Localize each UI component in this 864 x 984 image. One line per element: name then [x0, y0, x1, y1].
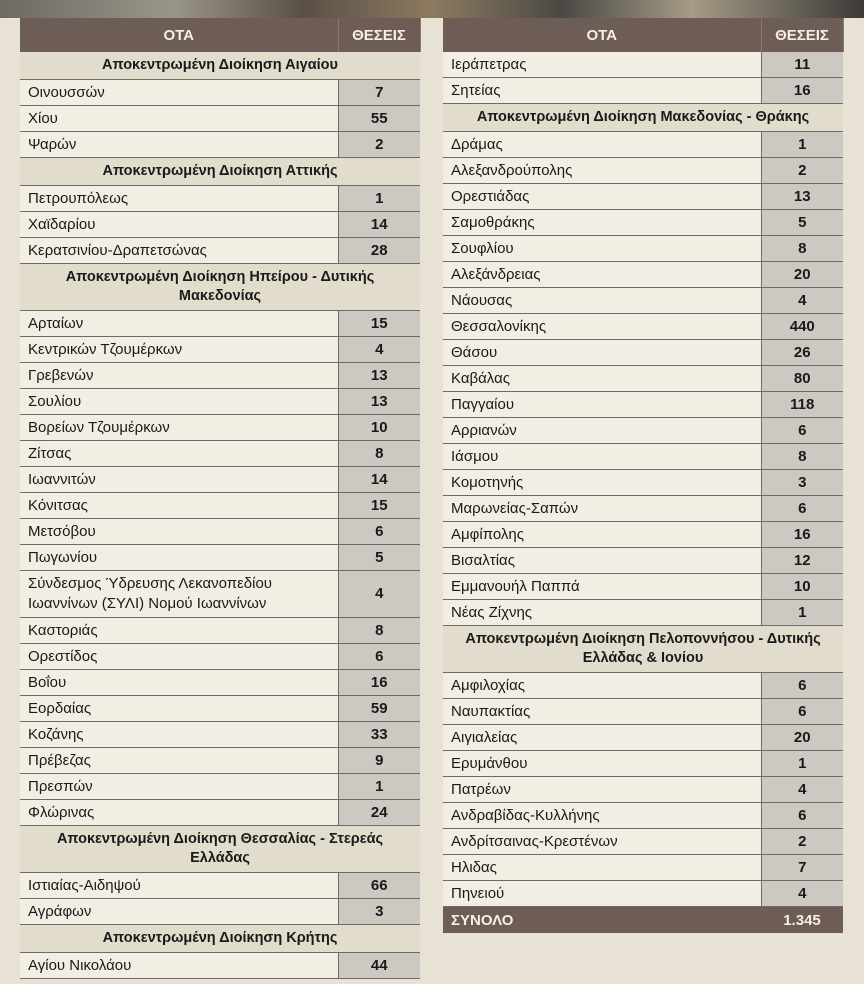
municipality-name: Νάουσας	[443, 288, 761, 314]
municipality-name: Μαρωνείας-Σαπών	[443, 496, 761, 522]
positions-count: 44	[338, 953, 420, 979]
table-row	[443, 548, 843, 574]
positions-count: 24	[338, 800, 420, 826]
table-row	[443, 496, 843, 522]
municipality-name: Αμφιλοχίας	[443, 673, 761, 699]
table-row	[20, 722, 420, 748]
positions-count: 12	[761, 548, 843, 574]
municipality-name: Κομοτηνής	[443, 470, 761, 496]
positions-count: 8	[338, 441, 420, 467]
positions-count: 6	[761, 699, 843, 725]
municipality-name: Εορδαίας	[20, 696, 338, 722]
municipality-name: Ανδρίτσαινας-Κρεστένων	[443, 829, 761, 855]
region-heading-row	[20, 925, 420, 953]
positions-count: 5	[338, 545, 420, 571]
table-row	[443, 366, 843, 392]
positions-count: 8	[761, 236, 843, 262]
positions-count: 11	[761, 52, 843, 78]
newspaper-photo-strip	[0, 0, 864, 18]
municipality-name: Αγίου Νικολάου	[20, 953, 338, 979]
table-row	[443, 725, 843, 751]
positions-count: 1	[761, 600, 843, 626]
municipality-name: Αμφίπολης	[443, 522, 761, 548]
header-ota: ΟΤΑ	[443, 18, 761, 52]
municipality-name: Θεσσαλονίκης	[443, 314, 761, 340]
positions-count: 66	[338, 873, 420, 899]
positions-count: 9	[338, 748, 420, 774]
region-heading-row	[20, 52, 420, 80]
municipality-name: Χίου	[20, 106, 338, 132]
positions-count: 14	[338, 212, 420, 238]
region-heading: Αποκεντρωμένη Διοίκηση Μακεδονίας - Θράκης	[443, 104, 843, 132]
municipality-name: Αλεξάνδρειας	[443, 262, 761, 288]
table-row	[443, 881, 843, 907]
table-row	[443, 444, 843, 470]
municipality-name: Μετσόβου	[20, 519, 338, 545]
table-row	[20, 493, 420, 519]
municipality-name: Πηνειού	[443, 881, 761, 907]
table-row	[20, 571, 420, 618]
table-row	[443, 673, 843, 699]
table-header	[443, 18, 843, 52]
positions-count: 2	[338, 132, 420, 158]
table-row	[443, 392, 843, 418]
table-row	[443, 522, 843, 548]
table-row	[20, 618, 420, 644]
municipality-name: Βορείων Τζουμέρκων	[20, 415, 338, 441]
table-row	[20, 389, 420, 415]
region-heading-row	[20, 158, 420, 186]
region-heading: Αποκεντρωμένη Διοίκηση Ηπείρου - Δυτικής Μακεδονίας	[20, 264, 420, 311]
table-row	[443, 210, 843, 236]
municipality-name: Κοζάνης	[20, 722, 338, 748]
positions-count: 33	[338, 722, 420, 748]
table-row	[443, 777, 843, 803]
municipality-name: Νέας Ζίχνης	[443, 600, 761, 626]
table-row	[20, 774, 420, 800]
region-heading-row	[443, 104, 843, 132]
municipality-name: Πωγωνίου	[20, 545, 338, 571]
municipality-name: Αλεξανδρούπολης	[443, 158, 761, 184]
municipality-name: Σουφλίου	[443, 236, 761, 262]
table-row	[443, 158, 843, 184]
positions-count: 8	[761, 444, 843, 470]
table-row	[443, 829, 843, 855]
municipality-name: Κεντρικών Τζουμέρκων	[20, 337, 338, 363]
table-row	[20, 363, 420, 389]
positions-count: 4	[761, 881, 843, 907]
table-row	[20, 415, 420, 441]
positions-count: 6	[761, 803, 843, 829]
table-row	[20, 800, 420, 826]
table-row	[443, 751, 843, 777]
table-row	[20, 696, 420, 722]
municipality-name: Παγγαίου	[443, 392, 761, 418]
positions-count: 2	[761, 158, 843, 184]
table-row	[443, 78, 843, 104]
table-row	[20, 212, 420, 238]
municipality-name: Ναυπακτίας	[443, 699, 761, 725]
positions-count: 16	[761, 78, 843, 104]
table-row	[20, 670, 420, 696]
municipality-name: Αρταίων	[20, 311, 338, 337]
table-row	[443, 314, 843, 340]
municipality-name: Πατρέων	[443, 777, 761, 803]
municipality-name: Ορεστίδος	[20, 644, 338, 670]
positions-count: 118	[761, 392, 843, 418]
positions-count: 59	[338, 696, 420, 722]
region-heading: Αποκεντρωμένη Διοίκηση Πελοποννήσου - Δυτικής Ελλάδας & Ιονίου	[443, 626, 843, 673]
table-row	[443, 184, 843, 210]
positions-count: 1	[761, 132, 843, 158]
positions-count: 13	[338, 363, 420, 389]
total-row	[443, 907, 843, 934]
table-row	[443, 600, 843, 626]
table-row	[443, 470, 843, 496]
municipality-name: Αγράφων	[20, 899, 338, 925]
table-row	[443, 803, 843, 829]
municipality-name: Σαμοθράκης	[443, 210, 761, 236]
table-row	[20, 644, 420, 670]
positions-count: 1	[338, 186, 420, 212]
municipality-name: Βοΐου	[20, 670, 338, 696]
positions-count: 16	[761, 522, 843, 548]
municipality-name: Ερυμάνθου	[443, 751, 761, 777]
positions-count: 4	[761, 777, 843, 803]
table-row	[443, 262, 843, 288]
positions-count: 1	[761, 751, 843, 777]
positions-count: 8	[338, 618, 420, 644]
positions-count: 1	[338, 774, 420, 800]
header-theseis: ΘΕΣΕΙΣ	[761, 18, 843, 52]
positions-count: 15	[338, 311, 420, 337]
municipality-name: Σουλίου	[20, 389, 338, 415]
positions-count: 6	[338, 519, 420, 545]
positions-count: 13	[761, 184, 843, 210]
table-row	[20, 311, 420, 337]
municipality-name: Καστοριάς	[20, 618, 338, 644]
table-row	[20, 441, 420, 467]
municipality-name: Οινουσσών	[20, 80, 338, 106]
municipality-name: Ζίτσας	[20, 441, 338, 467]
header-ota: ΟΤΑ	[20, 18, 338, 52]
municipality-name: Πετρουπόλεως	[20, 186, 338, 212]
municipality-name: Ηλιδας	[443, 855, 761, 881]
municipality-name: Ιωαννιτών	[20, 467, 338, 493]
table-row	[20, 748, 420, 774]
positions-count: 16	[338, 670, 420, 696]
positions-count: 28	[338, 238, 420, 264]
table-row	[443, 52, 843, 78]
table-row	[443, 236, 843, 262]
region-heading-row	[20, 264, 420, 311]
positions-count: 6	[761, 418, 843, 444]
table-row	[20, 899, 420, 925]
municipality-name: Κερατσινίου-Δραπετσώνας	[20, 238, 338, 264]
positions-count: 7	[761, 855, 843, 881]
table-header	[20, 18, 420, 52]
table-row	[20, 238, 420, 264]
region-heading-row	[20, 826, 420, 873]
municipality-name: Εμμανουήλ Παππά	[443, 574, 761, 600]
total-label: ΣΥΝΟΛΟ	[443, 907, 761, 934]
table-row	[20, 106, 420, 132]
table-row	[20, 132, 420, 158]
table-row	[443, 132, 843, 158]
positions-count: 55	[338, 106, 420, 132]
positions-count: 80	[761, 366, 843, 392]
table-row	[443, 699, 843, 725]
positions-table-left	[20, 18, 421, 979]
municipality-name: Ψαρών	[20, 132, 338, 158]
positions-count: 10	[338, 415, 420, 441]
positions-count: 4	[338, 571, 420, 618]
municipality-name: Φλώρινας	[20, 800, 338, 826]
table-row	[20, 337, 420, 363]
positions-count: 20	[761, 262, 843, 288]
positions-count: 20	[761, 725, 843, 751]
table-row	[443, 340, 843, 366]
positions-count: 15	[338, 493, 420, 519]
region-heading: Αποκεντρωμένη Διοίκηση Θεσσαλίας - Στερεάς Ελλάδας	[20, 826, 420, 873]
municipality-name: Πρεσπών	[20, 774, 338, 800]
region-heading: Αποκεντρωμένη Διοίκηση Κρήτης	[20, 925, 420, 953]
positions-count: 4	[761, 288, 843, 314]
municipality-name: Γρεβενών	[20, 363, 338, 389]
positions-count: 13	[338, 389, 420, 415]
municipality-name: Καβάλας	[443, 366, 761, 392]
positions-count: 10	[761, 574, 843, 600]
municipality-name: Αρριανών	[443, 418, 761, 444]
table-row	[20, 519, 420, 545]
total-value: 1.345	[761, 907, 843, 934]
table-row	[20, 953, 420, 979]
municipality-name: Κόνιτσας	[20, 493, 338, 519]
municipality-name: Ιεράπετρας	[443, 52, 761, 78]
positions-table-right	[443, 18, 844, 933]
header-theseis: ΘΕΣΕΙΣ	[338, 18, 420, 52]
municipality-name: Σητείας	[443, 78, 761, 104]
region-heading-row	[443, 626, 843, 673]
table-row	[443, 855, 843, 881]
positions-count: 2	[761, 829, 843, 855]
municipality-name: Χαϊδαρίου	[20, 212, 338, 238]
municipality-name: Πρέβεζας	[20, 748, 338, 774]
positions-count: 14	[338, 467, 420, 493]
municipality-name: Ιάσμου	[443, 444, 761, 470]
table-row	[20, 80, 420, 106]
positions-count: 3	[338, 899, 420, 925]
municipality-name: Ορεστιάδας	[443, 184, 761, 210]
table-row	[443, 574, 843, 600]
municipality-name: Δράμας	[443, 132, 761, 158]
positions-count: 440	[761, 314, 843, 340]
positions-count: 26	[761, 340, 843, 366]
table-row	[20, 545, 420, 571]
positions-count: 6	[761, 673, 843, 699]
positions-count: 5	[761, 210, 843, 236]
municipality-name: Βισαλτίας	[443, 548, 761, 574]
region-heading: Αποκεντρωμένη Διοίκηση Αιγαίου	[20, 52, 420, 80]
table-row	[20, 873, 420, 899]
positions-count: 7	[338, 80, 420, 106]
region-heading: Αποκεντρωμένη Διοίκηση Αττικής	[20, 158, 420, 186]
table-row	[443, 418, 843, 444]
positions-count: 4	[338, 337, 420, 363]
municipality-name: Ανδραβίδας-Κυλλήνης	[443, 803, 761, 829]
table-row	[443, 288, 843, 314]
municipality-name: Θάσου	[443, 340, 761, 366]
municipality-name: Αιγιαλείας	[443, 725, 761, 751]
table-row	[20, 467, 420, 493]
positions-count: 6	[761, 496, 843, 522]
positions-count: 3	[761, 470, 843, 496]
positions-count: 6	[338, 644, 420, 670]
municipality-name: Ιστιαίας-Αιδηψού	[20, 873, 338, 899]
table-row	[20, 186, 420, 212]
municipality-name: Σύνδεσμος Ύδρευσης Λεκανοπεδίου Ιωαννίνων (ΣΥΛΙ) Νομού Ιωαννίνων	[20, 571, 338, 618]
